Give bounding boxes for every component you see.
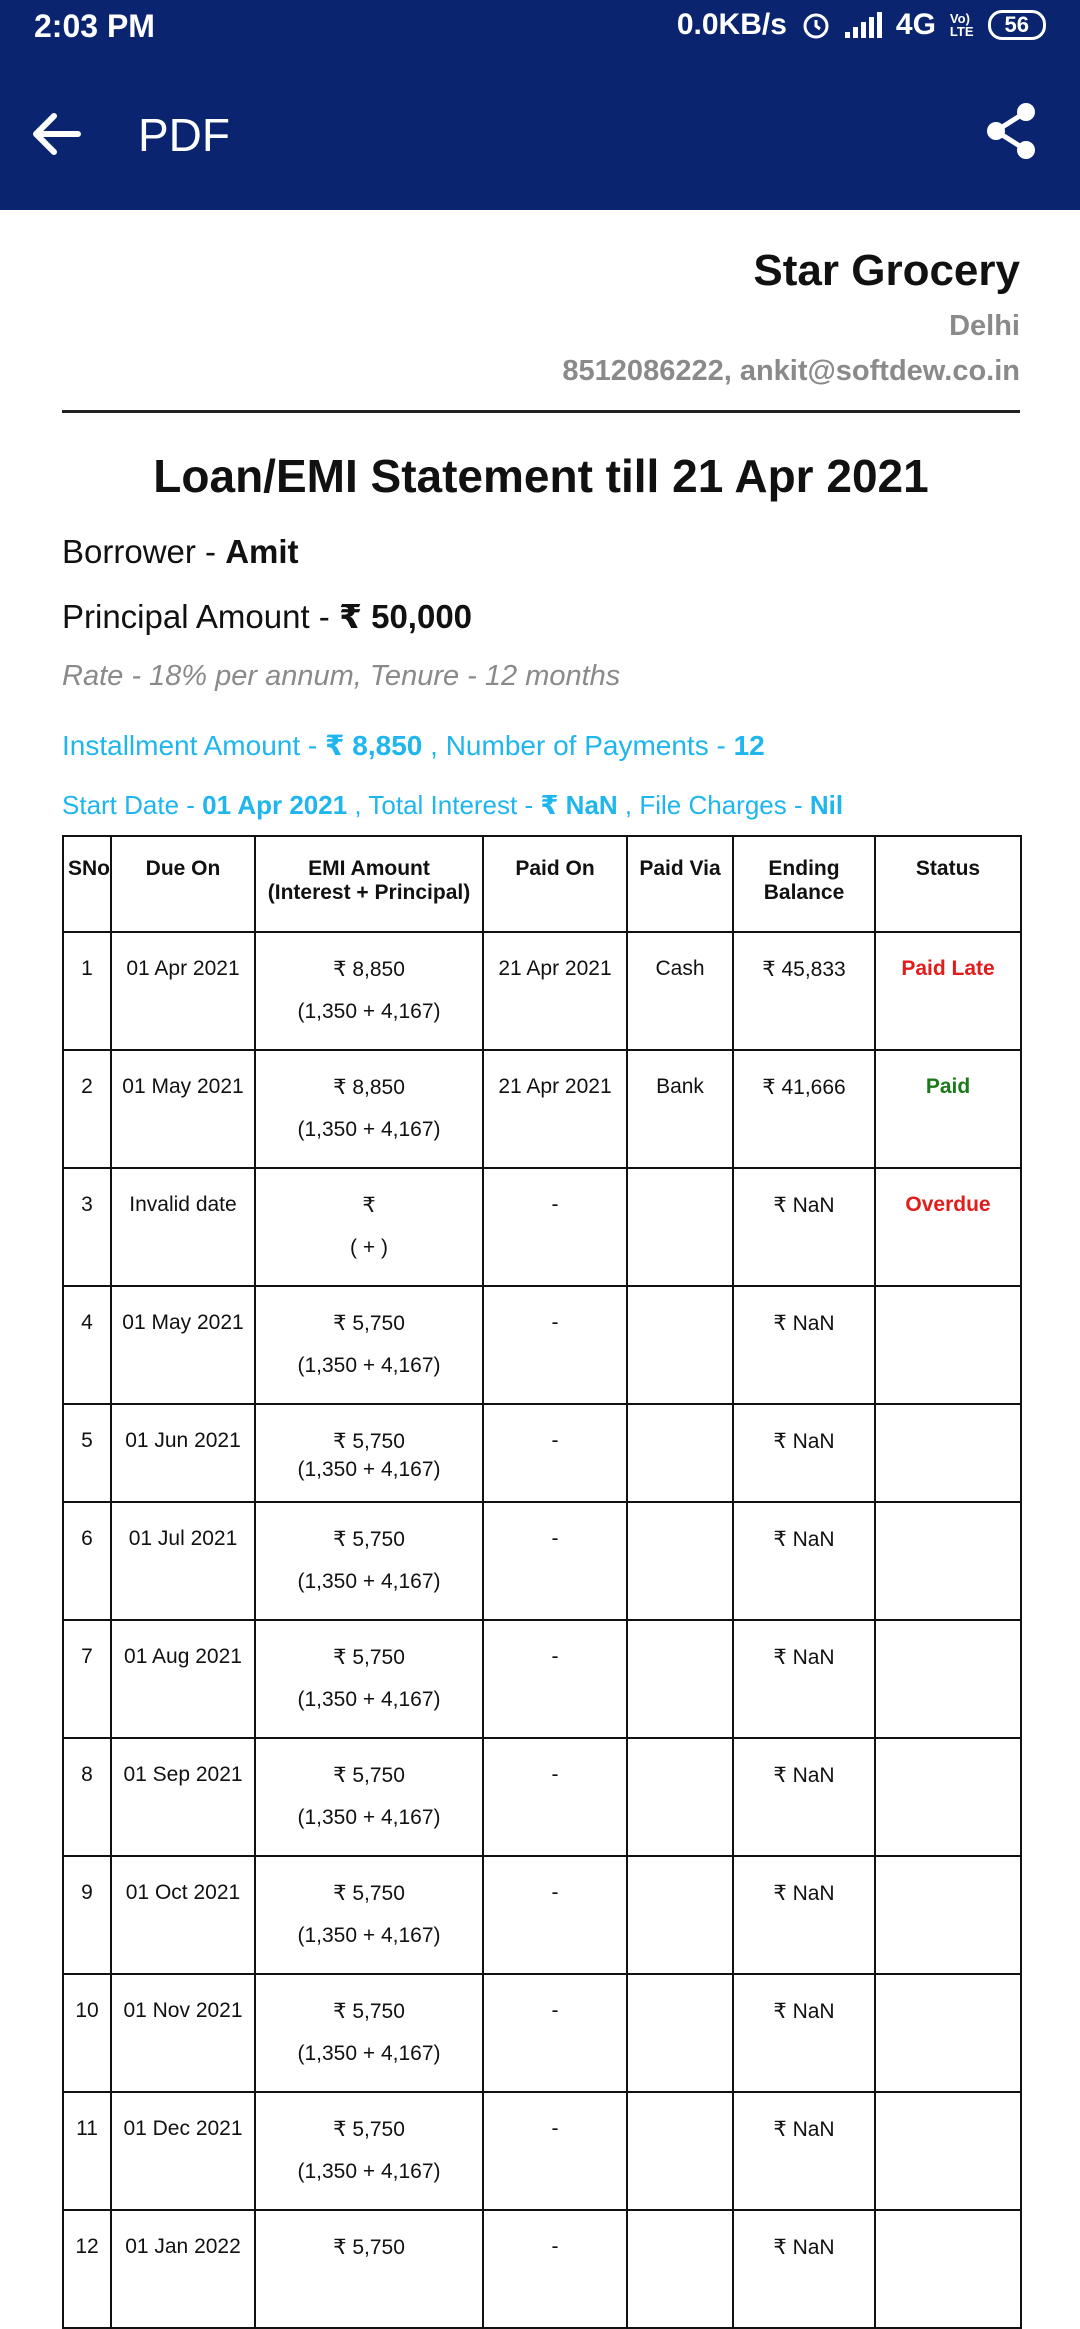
cell-paid-via	[627, 1404, 733, 1502]
business-name: Star Grocery	[753, 246, 1020, 295]
cell-paid-via: Bank	[627, 1050, 733, 1168]
cell-emi-amount	[255, 1738, 483, 1856]
table-row	[63, 2092, 1021, 2210]
toolbar	[0, 90, 1080, 180]
status-time: 2:03 PM	[34, 8, 155, 44]
cell-due-on: 01 Apr 2021	[111, 932, 255, 1050]
emi-amount-split: (1,350 + 4,167)	[297, 1354, 441, 1377]
table-row	[63, 2210, 1021, 2328]
emi-amount-split: (1,350 + 4,167)	[297, 1688, 441, 1711]
table-row	[63, 1974, 1021, 2092]
borrower-line	[62, 533, 1020, 571]
cell-paid-on: 21 Apr 2021	[483, 1050, 627, 1168]
emi-table-body	[63, 932, 1021, 2328]
cell-ending-balance: ₹ NaN	[733, 1502, 875, 1620]
network-type: 4G	[895, 8, 936, 41]
cell-status: Paid Late	[875, 932, 1021, 1050]
borrower-value: Amit	[225, 533, 299, 570]
cell-status	[875, 1620, 1021, 1738]
emi-amount-split: ( + )	[350, 1236, 388, 1259]
borrower-label: Borrower -	[62, 533, 226, 570]
cell-sno: 10	[63, 1974, 111, 2092]
start-label: Start Date -	[62, 790, 203, 820]
cell-ending-balance: ₹ NaN	[733, 1856, 875, 1974]
cell-paid-via	[627, 1168, 733, 1286]
cell-status	[875, 1286, 1021, 1404]
installment-label: Installment Amount -	[62, 730, 326, 761]
header-emi-amount	[255, 836, 483, 932]
cell-paid-via	[627, 2210, 733, 2328]
cell-paid-on: -	[483, 1738, 627, 1856]
table-row	[63, 1856, 1021, 1974]
volte-icon	[950, 12, 974, 38]
cell-sno: 4	[63, 1286, 111, 1404]
cell-emi-amount	[255, 1974, 483, 2092]
cell-sno: 12	[63, 2210, 111, 2328]
cell-due-on: 01 Jul 2021	[111, 1502, 255, 1620]
emi-amount-value: ₹ 5,750	[333, 1430, 405, 1453]
header-sno: SNo	[63, 836, 111, 932]
emi-amount-value: ₹ 5,750	[333, 2000, 405, 2023]
cell-paid-on: -	[483, 1168, 627, 1286]
emi-amount-split: (1,350 + 4,167)	[297, 1806, 441, 1829]
principal-line	[62, 597, 1020, 636]
cell-status: Paid	[875, 1050, 1021, 1168]
cell-paid-via	[627, 1286, 733, 1404]
cell-emi-amount	[255, 2092, 483, 2210]
emi-amount-value: ₹ 5,750	[333, 1764, 405, 1787]
toolbar-title: PDF	[138, 109, 230, 161]
cell-due-on: 01 Aug 2021	[111, 1620, 255, 1738]
cell-status	[875, 1856, 1021, 1974]
statement-title: Loan/EMI Statement till 21 Apr 2021	[153, 450, 929, 502]
cell-ending-balance: ₹ NaN	[733, 1974, 875, 2092]
cell-paid-on: -	[483, 1404, 627, 1502]
cell-ending-balance: ₹ 45,833	[733, 932, 875, 1050]
table-row	[63, 1286, 1021, 1404]
cell-sno: 7	[63, 1620, 111, 1738]
cell-ending-balance: ₹ NaN	[733, 2092, 875, 2210]
header-ending-label: Ending	[768, 857, 840, 880]
principal-label: Principal Amount -	[62, 598, 339, 635]
cell-paid-on: -	[483, 2210, 627, 2328]
emi-amount-split: (1,350 + 4,167)	[297, 2042, 441, 2065]
cell-ending-balance: ₹ NaN	[733, 1168, 875, 1286]
cell-status	[875, 1974, 1021, 2092]
emi-amount-value: ₹ 5,750	[333, 1646, 405, 1669]
cell-due-on: 01 Dec 2021	[111, 2092, 255, 2210]
table-row	[63, 932, 1021, 1050]
status-bar	[0, 0, 1080, 56]
share-icon[interactable]	[980, 100, 1042, 162]
table-row	[63, 1168, 1021, 1286]
net-speed: 0.0KB/s	[676, 8, 787, 41]
cell-ending-balance: ₹ NaN	[733, 1286, 875, 1404]
cell-paid-on: -	[483, 2092, 627, 2210]
header-paid-on: Paid On	[483, 836, 627, 932]
cell-paid-via	[627, 1856, 733, 1974]
cell-paid-via	[627, 1620, 733, 1738]
cell-ending-balance: ₹ NaN	[733, 2210, 875, 2328]
status-right	[677, 8, 1046, 42]
emi-amount-value: ₹ 5,750	[333, 2236, 405, 2259]
arrow-left-icon[interactable]	[24, 102, 88, 166]
emi-amount-value: ₹ 5,750	[333, 1528, 405, 1551]
table-row	[63, 1050, 1021, 1168]
start-line	[62, 790, 1020, 821]
principal-value: ₹ 50,000	[338, 598, 473, 635]
table-row	[63, 1502, 1021, 1620]
cell-sno: 11	[63, 2092, 111, 2210]
cell-paid-on: -	[483, 1620, 627, 1738]
cell-ending-balance: ₹ 41,666	[733, 1050, 875, 1168]
cell-due-on: 01 Nov 2021	[111, 1974, 255, 2092]
emi-amount-split: (1,350 + 4,167)	[297, 1000, 441, 1023]
emi-amount-value: ₹ 8,850	[333, 1076, 405, 1099]
cell-due-on: 01 Oct 2021	[111, 1856, 255, 1974]
business-city: Delhi	[949, 310, 1020, 342]
emi-amount-split: (1,350 + 4,167)	[297, 1118, 441, 1141]
volte-top: Vo)	[949, 11, 970, 26]
emi-amount-split: (1,350 + 4,167)	[297, 1458, 441, 1481]
cell-emi-amount	[255, 1620, 483, 1738]
cell-sno: 1	[63, 932, 111, 1050]
cell-emi-amount	[255, 1856, 483, 1974]
cell-emi-amount	[255, 1404, 483, 1502]
cell-emi-amount	[255, 1502, 483, 1620]
table-row	[63, 1620, 1021, 1738]
start-value: 01 Apr 2021	[202, 790, 348, 820]
cell-due-on: 01 Jan 2022	[111, 2210, 255, 2328]
divider	[62, 410, 1020, 413]
cell-due-on: 01 May 2021	[111, 1050, 255, 1168]
business-contact: 8512086222, ankit@softdew.co.in	[562, 355, 1020, 387]
cell-paid-via	[627, 1738, 733, 1856]
cell-emi-amount	[255, 1286, 483, 1404]
cell-ending-balance: ₹ NaN	[733, 1738, 875, 1856]
interest-label: , Total Interest -	[347, 790, 541, 820]
pdf-document	[62, 210, 1020, 2329]
emi-table	[62, 835, 1022, 2329]
header-status: Status	[875, 836, 1021, 932]
cell-sno: 2	[63, 1050, 111, 1168]
cell-emi-amount	[255, 1168, 483, 1286]
installment-value: ₹ 8,850	[325, 730, 423, 761]
cell-emi-amount	[255, 2210, 483, 2328]
emi-amount-split: (1,350 + 4,167)	[297, 1924, 441, 1947]
emi-amount-value: ₹ 5,750	[333, 2118, 405, 2141]
rate-line: Rate - 18% per annum, Tenure - 12 months	[62, 660, 621, 692]
cell-ending-balance: ₹ NaN	[733, 1620, 875, 1738]
cell-due-on: 01 Jun 2021	[111, 1404, 255, 1502]
cell-sno: 5	[63, 1404, 111, 1502]
payments-value: 12	[733, 730, 765, 761]
cell-status	[875, 1738, 1021, 1856]
table-header-row	[63, 836, 1021, 932]
cell-paid-on: -	[483, 1856, 627, 1974]
app-bar	[0, 0, 1080, 210]
signal-icon	[845, 12, 882, 38]
cell-emi-amount	[255, 932, 483, 1050]
cell-status	[875, 1502, 1021, 1620]
cell-status	[875, 2210, 1021, 2328]
header-due-on: Due On	[111, 836, 255, 932]
cell-paid-via	[627, 1502, 733, 1620]
charges-label: , File Charges -	[617, 790, 810, 820]
cell-paid-via	[627, 1974, 733, 2092]
charges-value: Nil	[809, 790, 844, 820]
cell-due-on: 01 May 2021	[111, 1286, 255, 1404]
cell-paid-on: -	[483, 1286, 627, 1404]
cell-status	[875, 2092, 1021, 2210]
emi-amount-split: (1,350 + 4,167)	[297, 2160, 441, 2183]
header-balance-label: Balance	[763, 881, 845, 904]
cell-paid-on: -	[483, 1502, 627, 1620]
cell-paid-on: -	[483, 1974, 627, 2092]
cell-paid-via: Cash	[627, 932, 733, 1050]
battery-icon: 56	[988, 10, 1046, 40]
installment-line	[62, 729, 1020, 762]
cell-paid-on: 21 Apr 2021	[483, 932, 627, 1050]
cell-sno: 8	[63, 1738, 111, 1856]
payments-label: , Number of Payments -	[422, 730, 734, 761]
header-ending-balance	[733, 836, 875, 932]
alarm-icon	[801, 10, 831, 40]
emi-amount-value: ₹	[362, 1194, 376, 1217]
header-paid-via: Paid Via	[627, 836, 733, 932]
cell-ending-balance: ₹ NaN	[733, 1404, 875, 1502]
table-row	[63, 1738, 1021, 1856]
table-row	[63, 1404, 1021, 1502]
volte-bottom: LTE	[949, 24, 974, 39]
header-emi-amount-label: EMI Amount	[308, 857, 430, 880]
interest-value: ₹ NaN	[540, 790, 618, 820]
emi-amount-value: ₹ 5,750	[333, 1312, 405, 1335]
cell-due-on: 01 Sep 2021	[111, 1738, 255, 1856]
cell-sno: 3	[63, 1168, 111, 1286]
cell-sno: 6	[63, 1502, 111, 1620]
business-header	[62, 210, 1020, 388]
cell-sno: 9	[63, 1856, 111, 1974]
cell-status: Overdue	[875, 1168, 1021, 1286]
emi-amount-value: ₹ 8,850	[333, 958, 405, 981]
emi-amount-split: (1,350 + 4,167)	[297, 1570, 441, 1593]
emi-amount-value: ₹ 5,750	[333, 1882, 405, 1905]
cell-due-on: Invalid date	[111, 1168, 255, 1286]
cell-paid-via	[627, 2092, 733, 2210]
cell-status	[875, 1404, 1021, 1502]
header-emi-amount-sub: (Interest + Principal)	[267, 881, 471, 904]
cell-emi-amount	[255, 1050, 483, 1168]
